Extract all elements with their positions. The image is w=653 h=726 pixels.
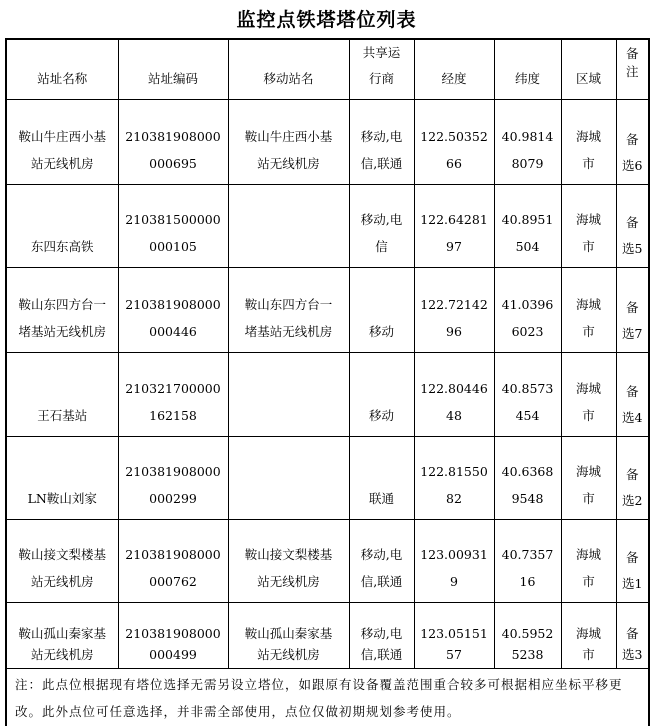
cell-region: 海城市 [561,436,616,519]
cell-longitude: 122.8044648 [414,352,494,436]
page-title: 监控点铁塔塔位列表 [236,9,417,31]
col-header-site-name: 站址名称 [6,39,118,99]
cell-region: 海城市 [561,352,616,436]
cell-region: 海城市 [561,267,616,352]
cell-mobile-name: 鞍山东四方台一堵基站无线机房 [228,267,349,352]
table-row [6,436,649,519]
cell-remark: 备选4 [616,352,649,436]
cell-remark: 备选7 [616,267,649,352]
cell-operators: 联通 [349,436,414,519]
tower-position-table [5,38,650,726]
cell-site-code: 210381908000000499 [118,602,228,668]
cell-region: 海城市 [561,519,616,602]
cell-latitude: 40.59525238 [494,602,561,668]
table-header-row [6,39,649,99]
col-header-region: 区域 [561,39,616,99]
cell-operators: 移动,电信,联通 [349,602,414,668]
cell-latitude: 41.03966023 [494,267,561,352]
table-row [6,184,649,267]
table-row [6,602,649,668]
cell-mobile-name [228,352,349,436]
cell-operators: 移动,电信,联通 [349,99,414,184]
cell-operators: 移动,电信 [349,184,414,267]
cell-latitude: 40.735716 [494,519,561,602]
cell-site-code: 210381908000000695 [118,99,228,184]
cell-site-name: 鞍山接文梨楼基站无线机房 [6,519,118,602]
cell-remark: 备选3 [616,602,649,668]
cell-latitude: 40.8951504 [494,184,561,267]
table-row [6,99,649,184]
cell-longitude: 122.7214296 [414,267,494,352]
cell-region: 海城市 [561,602,616,668]
cell-site-code: 210381908000000762 [118,519,228,602]
cell-remark: 备选6 [616,99,649,184]
cell-operators: 移动,电信,联通 [349,519,414,602]
footnote-text: 注：此点位根据现有塔位选择无需另设立塔位，如跟原有设备覆盖范围重合较多可根据相应坐标平移更改。此外点位可任意选择，并非需全部使用，点位仅做初期规划参考使用。 [6,668,649,726]
cell-mobile-name [228,184,349,267]
cell-site-code: 210381908000000446 [118,267,228,352]
col-header-operators: 共享运行商 [349,39,414,99]
cell-latitude: 40.8573454 [494,352,561,436]
cell-site-name: 鞍山东四方台一堵基站无线机房 [6,267,118,352]
table-row [6,519,649,602]
cell-site-name: 鞍山牛庄西小基站无线机房 [6,99,118,184]
cell-longitude: 123.0515157 [414,602,494,668]
cell-mobile-name [228,436,349,519]
cell-remark: 备选1 [616,519,649,602]
cell-site-code: 210381500000000105 [118,184,228,267]
table-row [6,267,649,352]
cell-remark: 备选5 [616,184,649,267]
cell-region: 海城市 [561,99,616,184]
col-header-mobile-name: 移动站名 [228,39,349,99]
cell-site-name: 鞍山孤山秦家基站无线机房 [6,602,118,668]
cell-longitude: 123.009319 [414,519,494,602]
cell-latitude: 40.98148079 [494,99,561,184]
cell-mobile-name: 鞍山孤山秦家基站无线机房 [228,602,349,668]
cell-mobile-name: 鞍山接文梨楼基站无线机房 [228,519,349,602]
cell-region: 海城市 [561,184,616,267]
table-row [6,352,649,436]
footnote-row [6,668,649,726]
cell-remark: 备选2 [616,436,649,519]
cell-operators: 移动 [349,352,414,436]
cell-longitude: 122.6428197 [414,184,494,267]
col-header-remark: 备注 [616,39,649,99]
cell-site-code: 210321700000162158 [118,352,228,436]
col-header-site-code: 站址编码 [118,39,228,99]
cell-site-name: LN鞍山刘家 [6,436,118,519]
cell-mobile-name: 鞍山牛庄西小基站无线机房 [228,99,349,184]
cell-site-name: 东四东高铁 [6,184,118,267]
col-header-latitude: 纬度 [494,39,561,99]
cell-site-name: 王石基站 [6,352,118,436]
cell-longitude: 122.8155082 [414,436,494,519]
cell-site-code: 210381908000000299 [118,436,228,519]
cell-latitude: 40.63689548 [494,436,561,519]
col-header-longitude: 经度 [414,39,494,99]
cell-longitude: 122.5035266 [414,99,494,184]
cell-operators: 移动 [349,267,414,352]
